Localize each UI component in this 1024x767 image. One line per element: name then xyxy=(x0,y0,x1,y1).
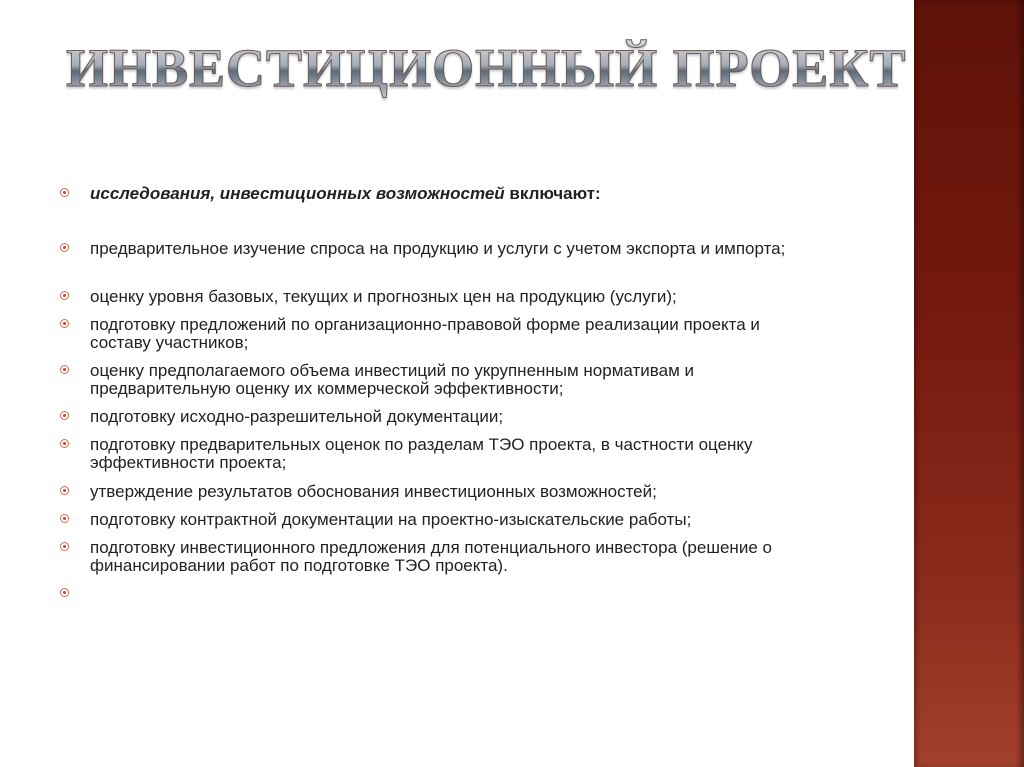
list-item-text: подготовку контрактной документации на проектно-изыскательские работы; xyxy=(90,510,692,529)
list-item xyxy=(60,316,820,352)
decorative-side-band xyxy=(914,0,1024,767)
bullet-icon xyxy=(60,486,69,495)
bullet-icon xyxy=(60,243,69,252)
intro-italic: исследования, инвестиционных возможностей xyxy=(90,184,505,203)
bullet-icon xyxy=(60,319,69,328)
list-item-text: предварительное изучение спроса на продукцию и услуги с учетом экспорта и импорта; xyxy=(90,239,786,258)
list-item xyxy=(60,288,820,306)
list-item-text: оценку предполагаемого объема инвестиций по укрупненным нормативам и предварительную оценку их коммерческой эффективности; xyxy=(90,361,694,398)
list-item-text: утверждение результатов обоснования инвестиционных возможностей; xyxy=(90,482,657,501)
list-item xyxy=(60,436,820,472)
list-item-text: подготовку исходно-разрешительной документации; xyxy=(90,407,504,426)
intro-item xyxy=(60,185,820,203)
list-item-text: подготовку инвестиционного предложения для потенциального инвестора (решение о финансировании работ по подготовке ТЭО проекта). xyxy=(90,538,772,575)
list-item xyxy=(60,362,820,398)
bullet-icon xyxy=(60,411,69,420)
slide-title: ИНВЕСТИЦИОННЫЙ ПРОЕКТ xyxy=(66,38,907,98)
bullet-icon xyxy=(60,188,69,197)
list-item xyxy=(60,483,820,501)
list-item xyxy=(60,539,820,575)
bullet-icon xyxy=(60,439,69,448)
list-item xyxy=(60,240,820,258)
list-item-text: подготовку предварительных оценок по разделам ТЭО проекта, в частности оценку эффективности проекта; xyxy=(90,435,753,472)
intro-bold: включают: xyxy=(504,184,601,203)
bullet-icon xyxy=(60,542,69,551)
list-item-text: оценку уровня базовых, текущих и прогнозных цен на продукцию (услуги); xyxy=(90,287,677,306)
list-item xyxy=(60,511,820,529)
bullet-icon xyxy=(60,514,69,523)
bullet-icon xyxy=(60,588,69,597)
bullet-icon xyxy=(60,291,69,300)
list-item-text: подготовку предложений по организационно-правовой форме реализации проекта и составу участников; xyxy=(90,315,760,352)
list-item xyxy=(60,408,820,426)
bullet-icon xyxy=(60,365,69,374)
